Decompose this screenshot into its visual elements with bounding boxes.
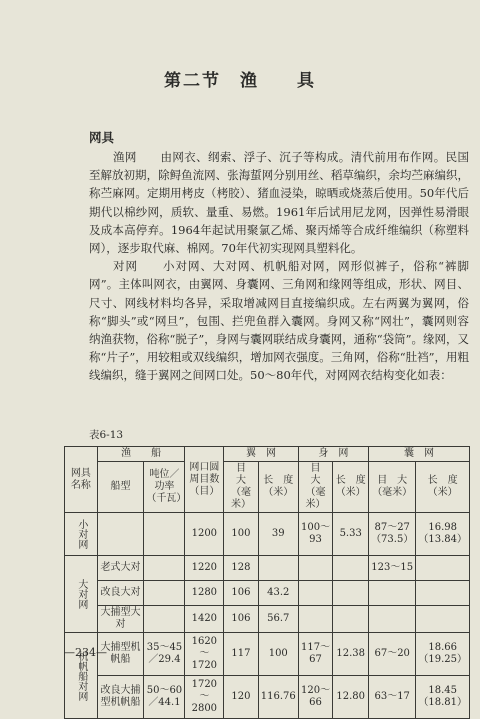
body-mesh-cell: 117～67 xyxy=(298,633,333,676)
wing-mesh-cell: 117 xyxy=(224,633,259,676)
header-body-length: 长 度（米） xyxy=(333,462,369,513)
body-mesh-cell xyxy=(298,581,333,606)
body-length-cell: 5.33 xyxy=(333,513,369,556)
wing-length-cell: 116.76 xyxy=(258,676,298,719)
header-bag-mesh: 目 大（毫米） xyxy=(369,462,416,513)
bag-length-cell xyxy=(416,556,470,581)
header-wing: 翼 网 xyxy=(224,447,299,462)
body-mesh-cell xyxy=(298,556,333,581)
group-name: 小对网 xyxy=(75,519,87,549)
wing-length-cell xyxy=(258,556,298,581)
bag-mesh-cell xyxy=(369,606,416,633)
bag-length-cell xyxy=(416,581,470,606)
body-length-cell xyxy=(333,556,369,581)
boat-type-cell: 老式大对 xyxy=(97,556,144,581)
group-name-cell xyxy=(65,556,98,633)
mouth-cell: 1720～2800 xyxy=(185,676,224,719)
body-length-cell xyxy=(333,606,369,633)
bag-mesh-cell: 123～15 xyxy=(369,556,416,581)
wing-mesh-cell: 128 xyxy=(224,556,259,581)
header-bag-length: 长 度（米） xyxy=(416,462,470,513)
body-length-cell: 12.80 xyxy=(333,676,369,719)
mouth-cell: 1200 xyxy=(185,513,224,556)
wing-mesh-cell: 100 xyxy=(224,513,259,556)
group-name-cell xyxy=(65,513,98,556)
header-body-mesh: 目 大（毫米） xyxy=(298,462,333,513)
header-net-type: 网具名称 xyxy=(65,447,98,513)
header-wing-length: 长 度（米） xyxy=(258,462,298,513)
bag-length-cell: 18.66（19.25） xyxy=(416,633,470,676)
wing-length-cell: 56.7 xyxy=(258,606,298,633)
boat-type-cell: 改良大捕型机帆船 xyxy=(97,676,144,719)
wing-length-cell: 43.2 xyxy=(258,581,298,606)
header-bag: 囊 网 xyxy=(369,447,470,462)
boat-type-cell: 大捕型大对 xyxy=(97,606,144,633)
wing-length-cell: 39 xyxy=(258,513,298,556)
wing-length-cell: 100 xyxy=(258,633,298,676)
body-mesh-cell: 120～66 xyxy=(298,676,333,719)
mouth-cell: 1280 xyxy=(185,581,224,606)
paragraph-fishing-net: 渔网 由网衣、纲索、浮子、沉子等构成。清代前用布作网。民国至解放初期，除鲟鱼流网、张海蜇网分别用丝、稻草编织，余均苎麻编织，称苎麻网。定期用栲皮（栲胶）、猪血浸染，晾晒或烧蒸后使用。50年代后期代以棉纱网，质软、量重、易燃。1961年后试用尼龙网，因弹性易滑眼及成本高停弃。1964年起试用聚氯乙烯、聚丙烯等合成纤维编织（称塑料网），逐步取代麻、棉网。70年代初实现网具塑料化。 xyxy=(89,150,469,256)
body-mesh-cell: 100～93 xyxy=(298,513,333,556)
net-structure-table xyxy=(64,446,470,719)
tonnage-cell: 35～45／29.4 xyxy=(144,633,185,676)
bag-mesh-cell: 67～20 xyxy=(369,633,416,676)
bag-mesh-cell: 63～17 xyxy=(369,676,416,719)
body-mesh-cell xyxy=(298,606,333,633)
bag-length-cell: 16.98（13.84） xyxy=(416,513,470,556)
bag-length-cell: 18.45（18.81） xyxy=(416,676,470,719)
boat-type-cell: 改良大对 xyxy=(97,581,144,606)
wing-mesh-cell: 106 xyxy=(224,581,259,606)
body-length-cell: 12.38 xyxy=(333,633,369,676)
group-name: 机帆船对网 xyxy=(75,650,87,701)
mouth-cell: 1220 xyxy=(185,556,224,581)
bag-mesh-cell xyxy=(369,581,416,606)
section-heading: 网具 xyxy=(89,130,115,145)
chapter-title: 第二节 渔 具 xyxy=(164,71,316,91)
wing-mesh-cell: 106 xyxy=(224,606,259,633)
mouth-cell: 1620～1720 xyxy=(185,633,224,676)
bag-mesh-cell: 87～27（73.5） xyxy=(369,513,416,556)
header-mouth: 网口圆周目数（目） xyxy=(185,447,224,513)
mouth-cell: 1420 xyxy=(185,606,224,633)
tonnage-cell xyxy=(144,606,185,633)
header-body: 身 网 xyxy=(298,447,368,462)
tonnage-cell xyxy=(144,556,185,581)
body-text xyxy=(89,148,469,385)
header-wing-mesh: 目 大（毫米） xyxy=(224,462,259,513)
tonnage-cell xyxy=(144,513,185,556)
page-number: —234— xyxy=(64,646,107,659)
boat-type-cell: 大捕型机帆船 xyxy=(97,633,144,676)
wing-mesh-cell: 120 xyxy=(224,676,259,719)
tonnage-cell: 50～60／44.1 xyxy=(144,676,185,719)
tonnage-cell xyxy=(144,581,185,606)
table-label: 表6-13 xyxy=(89,429,124,441)
header-boat: 渔 船 xyxy=(97,447,185,462)
header-tonnage: 吨位／功率（千瓦） xyxy=(144,462,185,513)
boat-type-cell xyxy=(97,513,144,556)
group-name: 大对网 xyxy=(75,579,87,609)
paragraph-pair-net: 对网 小对网、大对网、机帆船对网，网形似裤子，俗称“裤脚网”。主体叫网衣，由翼网、身囊网、三角网和缘网等组成，形状、网目、尺寸、网线材料均各异，采取增减网目直接编织成。左右两翼为翼网，俗称“脚头”或“网旦”，包围、拦兜鱼群入囊网。身网又称“网壮”，囊网则容纳渔获物，俗称“脱子”，身网与囊网联结成身囊网，通称“袋筒”。缘网，又称“片子”，用较粗或双线编织，增加网衣强度。三角网，俗称“肚裆”，用粗线编织，缝于翼网之间网口处。50～80年代，对网网衣结构变化如表： xyxy=(89,259,470,383)
header-boat-type: 船型 xyxy=(97,462,144,513)
body-length-cell xyxy=(333,581,369,606)
bag-length-cell xyxy=(416,606,470,633)
